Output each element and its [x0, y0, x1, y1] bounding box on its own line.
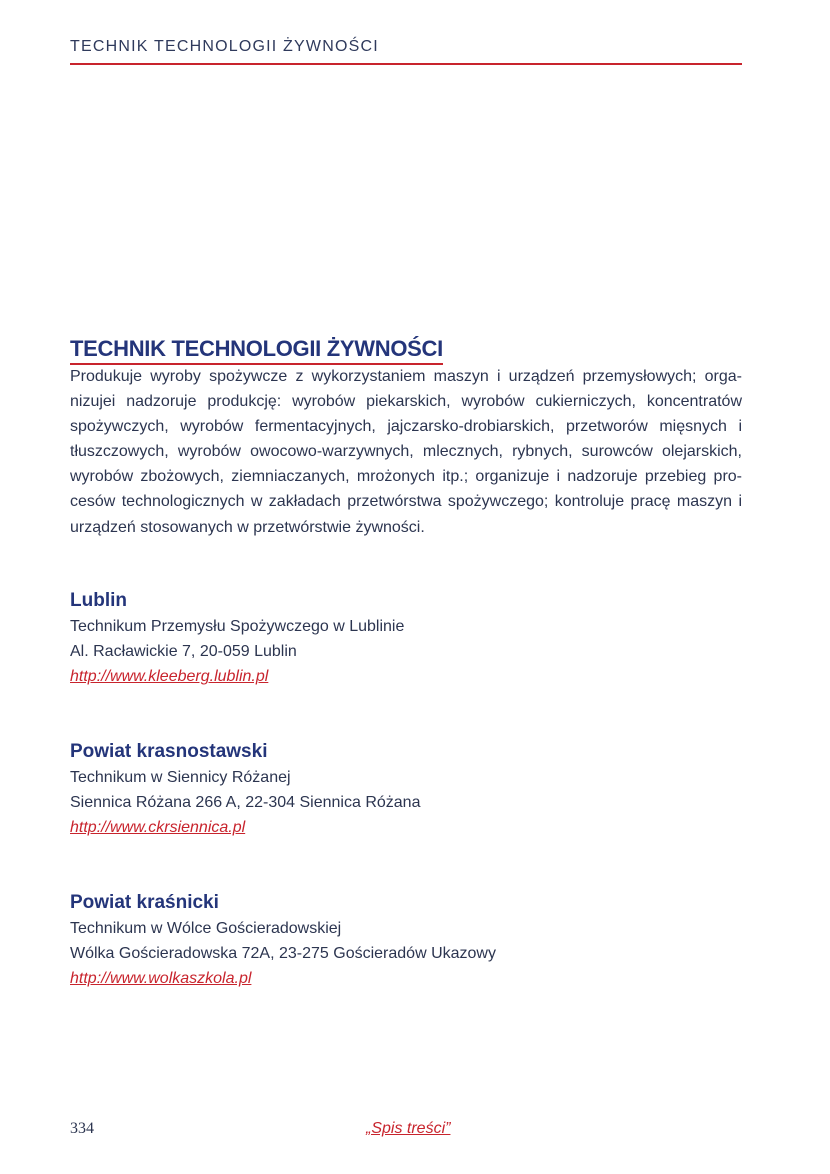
school-region: Powiat kraśnicki — [70, 892, 219, 913]
school-name: Technikum w Siennicy Różanej — [70, 769, 291, 786]
school-address: Wólka Gościeradowska 72A, 23-275 Gościeradów Ukazowy — [70, 945, 496, 963]
table-of-contents-link[interactable]: „Spis treści” — [366, 1120, 451, 1137]
school-name: Technikum w Wólce Gościeradowskiej — [70, 920, 342, 937]
school-link[interactable]: http://www.kleeberg.lublin.pl — [70, 668, 269, 686]
school-region: Powiat krasnostawski — [70, 741, 268, 762]
school-entry — [70, 739, 742, 841]
school-address: Siennica Różana 266 A, 22-304 Siennica Różana — [70, 794, 421, 812]
school-entry — [70, 890, 742, 992]
school-entry — [70, 588, 742, 690]
section-description: Produkuje wyroby spożywcze z wykorzystaniem maszyn i urządzeń przemysłowych; organizujei nadzoruje produkcję: wyrobów piekarskich, wyrobów cukierniczych, koncentratów spożywczych, wyrobów fermentacyjnych, jajczarsko-drobiarskich, przetworów mięsnych i tłuszczowych, wyrobów owocowo-warzywnych, mlecznych, rybnych, surowców olejarskich, wyrobów zbożowych, ziemniaczanych, mrożonych itp.; organizuje i nadzoruje przebieg procesów technologicznych w zakładach przetwórstwa spożywczego; kontroluje pracę maszyn i urządzeń stosowanych w przetwórstwie żywności. — [70, 368, 742, 536]
page-number: 334 — [70, 1120, 94, 1137]
school-region: Lublin — [70, 590, 127, 611]
school-name: Technikum Przemysłu Spożywczego w Lublinie — [70, 618, 405, 635]
header-rule — [70, 63, 742, 65]
school-address: Al. Racławickie 7, 20-059 Lublin — [70, 643, 297, 661]
school-link[interactable]: http://www.wolkaszkola.pl — [70, 970, 252, 988]
school-link[interactable]: http://www.ckrsiennica.pl — [70, 819, 246, 837]
section-title: TECHNIK TECHNOLOGII ŻYWNOŚCI — [70, 336, 443, 365]
running-header: TECHNIK TECHNOLOGII ŻYWNOŚCI — [70, 38, 379, 55]
